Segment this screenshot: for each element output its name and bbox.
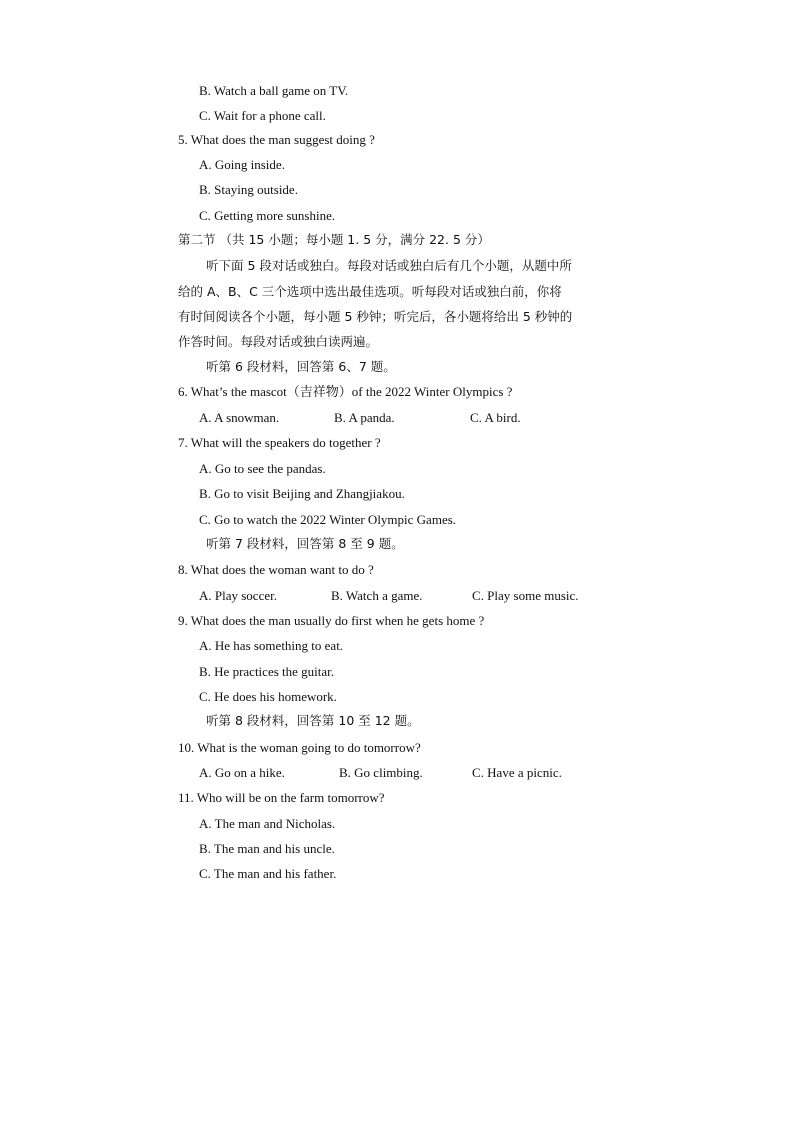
question-9: 9. What does the man usually do first when he gets home ? bbox=[178, 613, 485, 628]
q11-option-a: A. The man and Nicholas. bbox=[199, 816, 336, 831]
q10-option-a: A. Go on a hike. bbox=[199, 765, 285, 780]
question-7: 7. What will the speakers do together ? bbox=[178, 435, 381, 450]
q6-option-b: B. A panda. bbox=[334, 410, 395, 425]
passage-7-heading: 听第 7 段材料，回答第 8 至 9 题。 bbox=[206, 536, 404, 551]
q11-option-b: B. The man and his uncle. bbox=[199, 841, 335, 856]
question-6: 6. What’s the mascot（吉祥物）of the 2022 Winter Olympics ? bbox=[178, 384, 513, 399]
q4-option-c: C. Wait for a phone call. bbox=[199, 108, 326, 123]
q8-option-b: B. Watch a game. bbox=[331, 588, 423, 603]
q5-option-c: C. Getting more sunshine. bbox=[199, 208, 336, 223]
passage-8-heading: 听第 8 段材料，回答第 10 至 12 题。 bbox=[206, 713, 420, 728]
instructions-line-2: 给的 A、B、C 三个选项中选出最佳选项。听每段对话或独白前，你将 bbox=[178, 284, 562, 299]
q8-option-a: A. Play soccer. bbox=[199, 588, 277, 603]
question-8: 8. What does the woman want to do ? bbox=[178, 562, 374, 577]
q7-option-a: A. Go to see the pandas. bbox=[199, 461, 326, 476]
q6-option-a: A. A snowman. bbox=[199, 410, 280, 425]
passage-6-heading: 听第 6 段材料，回答第 6、7 题。 bbox=[206, 359, 396, 374]
instructions-line-4: 作答时间。每段对话或独白读两遍。 bbox=[178, 334, 379, 349]
q9-option-b: B. He practices the guitar. bbox=[199, 664, 335, 679]
q9-option-c: C. He does his homework. bbox=[199, 689, 337, 704]
q11-option-c: C. The man and his father. bbox=[199, 866, 337, 881]
q8-option-c: C. Play some music. bbox=[472, 588, 579, 603]
q5-option-a: A. Going inside. bbox=[199, 157, 285, 172]
section-two-heading: 第二节 （共 15 小题；每小题 1. 5 分，满分 22. 5 分） bbox=[178, 232, 490, 247]
question-11: 11. Who will be on the farm tomorrow? bbox=[178, 790, 385, 805]
question-5: 5. What does the man suggest doing ? bbox=[178, 132, 375, 147]
q9-option-a: A. He has something to eat. bbox=[199, 638, 344, 653]
q4-option-b: B. Watch a ball game on TV. bbox=[199, 83, 349, 98]
instructions-line-3: 有时间阅读各个小题，每小题 5 秒钟；听完后，各小题将给出 5 秒钟的 bbox=[178, 309, 573, 324]
instructions-line-1: 听下面 5 段对话或独白。每段对话或独白后有几个小题，从题中所 bbox=[206, 258, 572, 273]
q10-option-b: B. Go climbing. bbox=[339, 765, 423, 780]
q7-option-b: B. Go to visit Beijing and Zhangjiakou. bbox=[199, 486, 405, 501]
q10-option-c: C. Have a picnic. bbox=[472, 765, 562, 780]
question-10: 10. What is the woman going to do tomorrow? bbox=[178, 740, 421, 755]
q5-option-b: B. Staying outside. bbox=[199, 182, 298, 197]
q7-option-c: C. Go to watch the 2022 Winter Olympic Games. bbox=[199, 512, 457, 527]
q6-option-c: C. A bird. bbox=[470, 410, 521, 425]
